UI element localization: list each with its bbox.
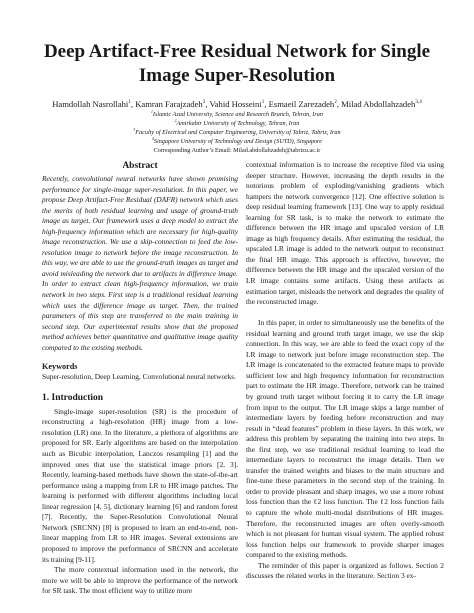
keywords-text: Super-resolution, Deep Learning, Convolutional neural networks. <box>42 372 237 382</box>
author-name: Milad Abdollahzadeh <box>341 99 416 109</box>
abstract-text: Recently, convolutional neural networks have shown promising performance for single-image super-resolution. In this paper, we propose Deep Artifact-Free Residual (DAFR) network which uses the merits of both residual learning and usage of ground-truth image as target. Our framework uses a deep model to extract the high-frequency information which are necessary for high-quality image reconstruction. We use a skip-connection to feed the low-resolution image to network before the image reconstruction. In this way, we are able to use the ground-truth images as target and avoid misleading the network due to artifacts in difference image. In order to extract clean high-frequency information, we train network in two steps. First step is a traditional residual learning which uses the difference image as target. Then, the trained parameters of this step are transferred to the main training in second step. Our experimental results show that the proposed method achieves better quantitative and qualitative image quality compared to the existing methods. <box>42 174 238 352</box>
right-column <box>246 160 444 582</box>
author-affil-mark: 2 <box>334 99 337 106</box>
affiliation: $^4$Singapore University of Technology and Design (SUTD), Singapore <box>152 136 322 145</box>
author-name: Kamran Farajzadeh <box>135 99 203 109</box>
affiliation: $^3$Faculty of Electrical and Computer Engineering, University of Tabriz, Tabriz, Iran <box>133 127 341 136</box>
abstract-heading: Abstract <box>122 161 158 171</box>
paragraph: Single-image super-resolution (SR) is the procedure of reconstructing a high-resolution (HR) image from a low-resolution (LR) one. In the literature, a plethora of algorithms are proposed for SR. Early algorithms are based on the interpolation such as Bicubic interpolation, Lanczos resampling [1] and the improved ones that use the statistical image priors [2, 3]. Recently, learning-based methods have shown the state-of-the-art performance using a mapping from LR to HR image patches. The learning is performed with different algorithms including local linear regression [4, 5], dictionary learning [6] and random forest [7]. Recently, the Super-Resolution Convolutional Neural Network (SRCNN) [8] is proposed to learn an end-to-end, non-linear mapping from LR to HR images. Several extensions are proposed to improve the performance of SRCNN and accelerate its training [9-11]. <box>42 406 238 564</box>
keywords-heading: Keywords <box>42 362 78 372</box>
affiliation: $^2$Amirkabir University of Technology, Tehran, Iran <box>174 118 300 127</box>
author-affil-mark: 3,4 <box>415 99 422 106</box>
author-list: Hamdollah Nasrollahi$^1$, Kamran Farajzadeh$^2$, Vahid Hosseini$^1$, Esmaeil Zarezadeh$^2$, Milad Abdollahzadeh$^{3,4}$ <box>52 99 422 109</box>
left-column <box>42 160 238 597</box>
paragraph: The more contextual information used in the network, the more we will be able to improve the performance of the network for SR task. The most efficient way to utilize more <box>42 565 238 596</box>
corresponding-author-email: Corresponding Author’s Email: Milad.abdollahzadeh@tabrizu.ac.ir <box>153 147 321 154</box>
introduction-heading: 1. Introduction <box>42 392 104 403</box>
author-affil-mark: 1 <box>128 99 131 106</box>
author-name: Hamdollah Nasrollahi <box>52 99 129 109</box>
author-affil-mark: 1 <box>261 99 265 106</box>
paragraph: contextual information is to increase the receptive filed via using deeper structure. However, increasing the depth results in the notorious problem of exploding/vanishing gradients which hampers the network convergence [12]. One effective solution is deep residual learning framework [13]. One way to apply residual learning for SR task, is to make the network to estimate the difference between the HR image and upscaled version of LR image as high frequency details. After estimating the residual, the upscaled LR image is added to the network output to reconstruct the final HR image. This approach is effective, however, the difference between the HR image and the upscaled version of the LR image contains some artifacts. Using these artifacts as estimation target, misleads the network and degrades the quality of the reconstructed image. <box>246 160 444 307</box>
author-affil-mark: 2 <box>202 99 206 106</box>
paragraph: In this paper, in order to simultaneously use the benefits of the residual learning and ground truth target image, we use the skip connection. In this way, we are able to feed the exact copy of the LR image to network just before image reconstruction step. The LR image is concatenated to the extracted feature maps to provide sufficient low and high frequency information for reconstruction part to estimate the HR image. Therefore, network can be trained by ground truth target without forcing it to carry the LR image from input to the output. The LR image skips a large number of intermediate layers by feeding before reconstruction and may result in “dead features” problem in these layers. In this work, we address this problem by separating the training into two steps. In the first step, we use traditional residual learning to lead the intermediate layers to reconstruct the image details. Then we transfer the trained weights and biases to the main structure and fine-tune these parameters in the second step of the training. In order to provide pleasant and sharp images, we use a more robust loss function than the ℓ2 loss function. The ℓ2 loss function fails to capture the whole multi-modal distributions of HR images. Therefore, the reconstructed images are often overly-smooth which is not pleasant for human visual system. The applied robust loss function helps our framework to provide sharper images compared to the existing methods. <box>246 318 444 560</box>
paragraph: The reminder of this paper is organized as follows. Section 2 discusses the related works in the literature. Section 3 ex- <box>246 560 444 581</box>
affiliation-list <box>20 110 454 155</box>
affiliation: $^1$Islamic Azad University, Science and Research Branch, Tehran, Iran <box>151 109 323 118</box>
author-name: Vahid Hosseini <box>209 99 262 109</box>
paper-title: Deep Artifact-Free Residual Network for Single Image Super-Resolution <box>43 41 431 86</box>
author-name: Esmaeil Zarezadeh <box>268 99 335 109</box>
